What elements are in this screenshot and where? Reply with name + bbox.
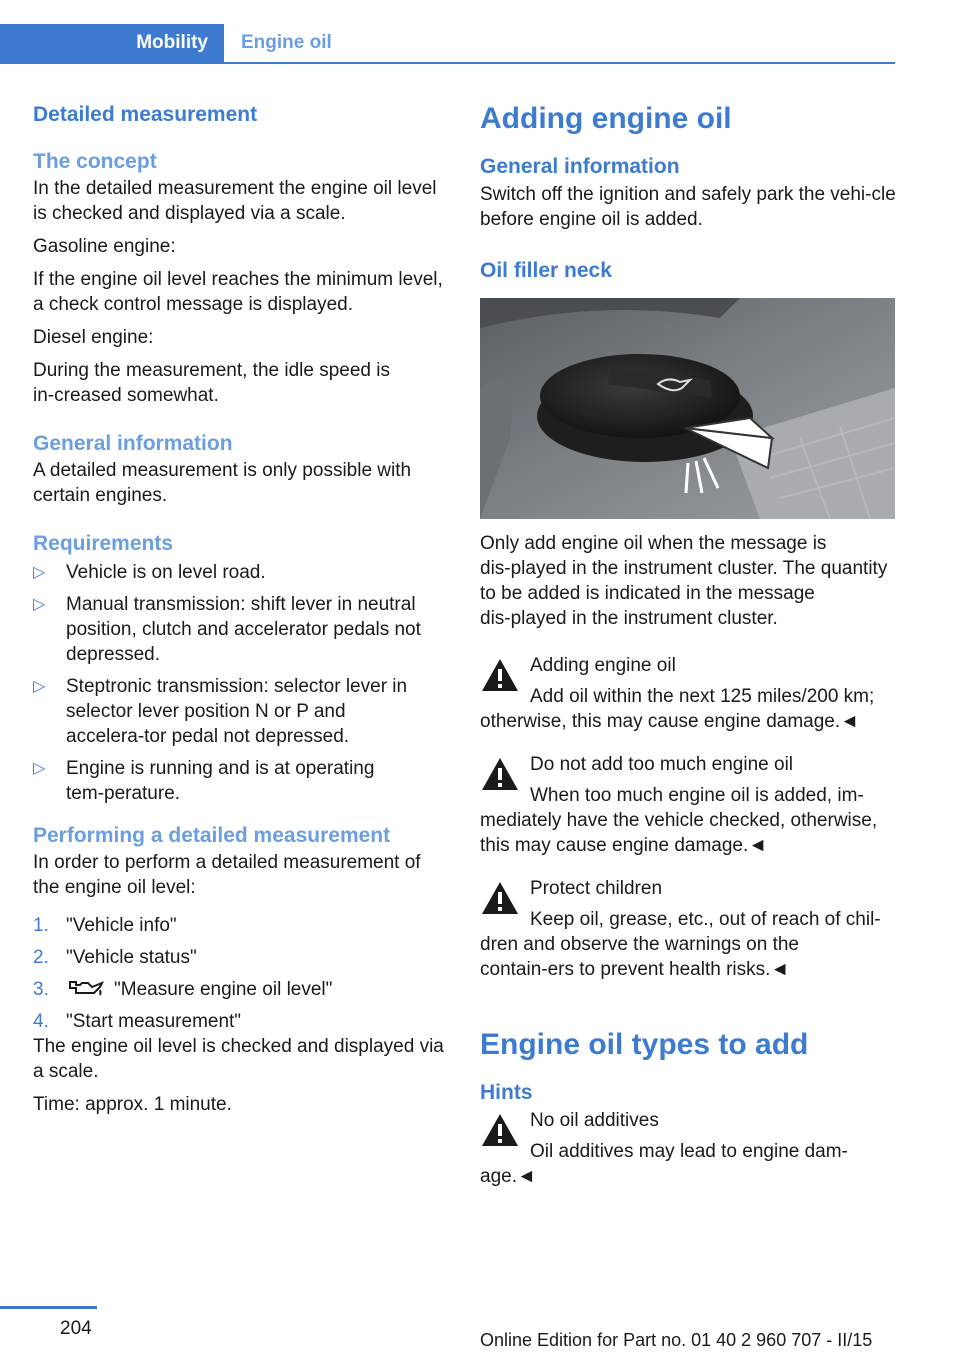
general-info-title-right: General information bbox=[480, 155, 680, 178]
warning-triangle-icon bbox=[480, 880, 520, 916]
warning-triangle-icon bbox=[480, 657, 520, 693]
concept-text: In the detailed measurement the engine oil level is checked and displayed via a scale. bbox=[33, 178, 437, 224]
warning-text: When too much engine oil is added, im‑ bbox=[530, 785, 864, 806]
oil-can-icon bbox=[66, 978, 106, 998]
warning-title: Protect children bbox=[530, 878, 663, 899]
warning-title: Adding engine oil bbox=[530, 655, 676, 676]
list-item: 3. "Measure engine oil level" bbox=[33, 979, 333, 1000]
warning-text: Add oil within the next 125 miles/200 km; bbox=[530, 686, 875, 707]
result-text: The engine oil level is checked and displayed via a scale. bbox=[33, 1036, 444, 1082]
time-text: Time: approx. 1 minute. bbox=[33, 1094, 232, 1115]
concept-title: The concept bbox=[33, 150, 157, 173]
only-add-text: Only add engine oil when the message is dis‑played in the instrument cluster. The quantity to be added is indicated in the message dis‑played in the instrument cluster. bbox=[480, 533, 888, 629]
warning-triangle-icon bbox=[480, 1112, 520, 1148]
list-item: 1. "Vehicle info" bbox=[33, 915, 177, 936]
warning-text: Oil additives may lead to engine dam‑ bbox=[530, 1141, 848, 1162]
section-tab-mobility: Mobility bbox=[0, 24, 224, 62]
bullet-triangle-icon: ▷ bbox=[33, 760, 46, 777]
detailed-measurement-title: Detailed measurement bbox=[33, 103, 258, 126]
warning-adding-oil bbox=[480, 653, 896, 734]
warning-no-additives bbox=[480, 1108, 896, 1189]
warning-text: age.◄ bbox=[480, 1166, 536, 1187]
hints-title: Hints bbox=[480, 1081, 533, 1104]
edition-text: Online Edition for Part no. 01 40 2 960 707 - II/15 bbox=[480, 1330, 873, 1350]
perform-measurement-title: Performing a detailed measurement bbox=[33, 824, 391, 847]
page-header bbox=[0, 24, 895, 64]
bullet-triangle-icon: ▷ bbox=[33, 678, 46, 695]
list-item: ▷ Engine is running and is at operating tem‑perature. bbox=[33, 758, 375, 804]
warning-too-much-oil bbox=[480, 752, 896, 858]
warning-protect-children bbox=[480, 876, 896, 982]
warning-text: mediately have the vehicle checked, otherwise, this may cause engine damage.◄ bbox=[480, 810, 878, 856]
requirements-list bbox=[33, 560, 445, 806]
perform-text: In order to perform a detailed measurement of the engine oil level: bbox=[33, 852, 421, 898]
page-number: 204 bbox=[60, 1318, 92, 1339]
warning-text: dren and observe the warnings on the contain‑ers to prevent health risks.◄ bbox=[480, 934, 799, 980]
bullet-triangle-icon: ▷ bbox=[33, 596, 46, 613]
general-info-text: A detailed measurement is only possible with certain engines. bbox=[33, 460, 412, 506]
warning-text: otherwise, this may cause engine damage.◄ bbox=[480, 711, 859, 732]
oil-filler-neck-title: Oil filler neck bbox=[480, 259, 612, 282]
bullet-triangle-icon: ▷ bbox=[33, 564, 46, 581]
general-info-text-right: Switch off the ignition and safely park the vehi‑cle before engine oil is added. bbox=[480, 184, 896, 230]
left-column bbox=[33, 100, 445, 1117]
diesel-text: During the measurement, the idle speed is in‑creased somewhat. bbox=[33, 360, 390, 406]
list-item: 4. "Start measurement" bbox=[33, 1011, 242, 1032]
warning-triangle-icon bbox=[480, 756, 520, 792]
list-item: ▷ Steptronic transmission: selector lever in selector lever position N or P and accelera‑tor pedal not depressed. bbox=[33, 676, 408, 747]
list-item: ▷ Manual transmission: shift lever in neutral position, clutch and accelerator pedals not depressed. bbox=[33, 594, 421, 665]
footer-rule bbox=[0, 1306, 97, 1309]
engine-oil-types-title: Engine oil types to add bbox=[480, 1028, 809, 1061]
warning-text: Keep oil, grease, etc., out of reach of chil‑ bbox=[530, 909, 881, 930]
adding-engine-oil-title: Adding engine oil bbox=[480, 102, 732, 135]
oil-filler-cap-photo bbox=[480, 298, 895, 519]
steps-list bbox=[33, 913, 445, 1034]
requirements-title: Requirements bbox=[33, 532, 174, 555]
diesel-label: Diesel engine: bbox=[33, 327, 154, 348]
gasoline-label: Gasoline engine: bbox=[33, 236, 176, 257]
list-item: 2. "Vehicle status" bbox=[33, 947, 197, 968]
gasoline-text: If the engine oil level reaches the minimum level, a check control message is displayed. bbox=[33, 269, 443, 315]
warning-title: Do not add too much engine oil bbox=[530, 754, 794, 775]
right-column bbox=[480, 100, 896, 1189]
section-tab-engine-oil: Engine oil bbox=[241, 32, 332, 53]
warning-title: No oil additives bbox=[530, 1110, 659, 1131]
list-item: ▷ Vehicle is on level road. bbox=[33, 562, 266, 583]
general-info-title: General information bbox=[33, 432, 233, 455]
